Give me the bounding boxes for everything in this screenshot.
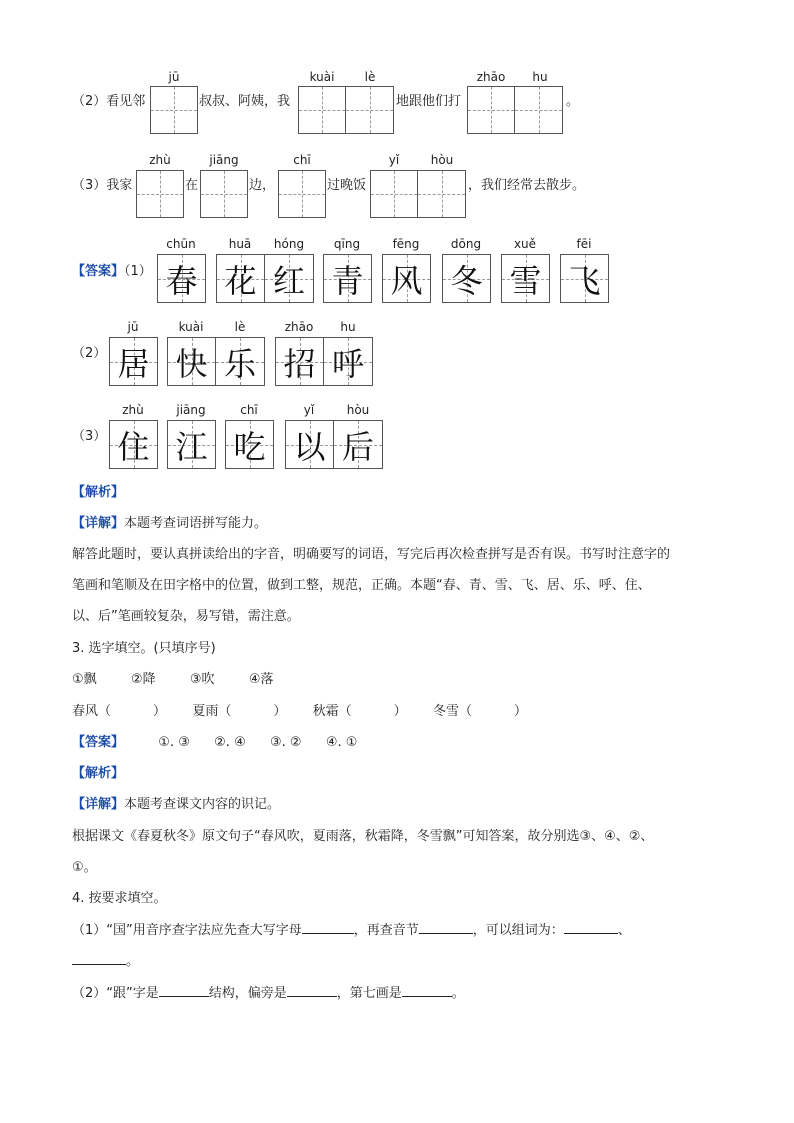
pinyin: yǐ — [303, 403, 315, 417]
grid-cell — [109, 420, 158, 469]
fill-blank[interactable] — [159, 984, 209, 997]
pinyin: hu — [340, 320, 356, 334]
answer-grid — [167, 420, 216, 469]
answer-char: 风 — [390, 261, 423, 300]
answer-char: 招 — [283, 344, 316, 383]
pinyin: lè — [234, 320, 246, 334]
grid-cell — [323, 254, 372, 303]
q2-3-text-3: 过晚饭 — [327, 178, 367, 193]
tianzi-grid[interactable] — [467, 86, 563, 134]
analysis-paragraph: 解答此题时，要认真拼读给出的字音，明确要写的词语，写完后再次检查拼写是否有误。书写时注意字的 — [72, 547, 671, 562]
fill-blank[interactable] — [287, 984, 337, 997]
grid-cell — [167, 420, 216, 469]
grid-cell — [216, 337, 265, 386]
q4-title: 4. 按要求填空。 — [72, 891, 167, 906]
pinyin: zhāo — [284, 320, 314, 334]
tianzi-grid[interactable] — [136, 170, 184, 218]
answer-char: 春 — [165, 261, 198, 300]
answer-part3: （3） — [72, 429, 107, 444]
q2-3-text-1: 在 — [185, 178, 199, 193]
analysis-paragraph: ①。 — [72, 860, 97, 875]
grid-cell — [560, 254, 609, 303]
grid-cell[interactable] — [200, 170, 248, 218]
answer-char: 住 — [117, 427, 150, 466]
grid-cell[interactable] — [298, 86, 346, 134]
grid-cell[interactable] — [370, 170, 418, 218]
pinyin: jiāng — [209, 153, 239, 167]
answer-grid — [501, 254, 550, 303]
grid-cell — [265, 254, 314, 303]
grid-cell[interactable] — [346, 86, 394, 134]
pinyin: hòu — [430, 153, 454, 167]
tianzi-grid[interactable] — [278, 170, 326, 218]
q3-answer — [72, 733, 357, 753]
answer-value: ③. ② — [270, 735, 302, 750]
pinyin: huā — [228, 237, 252, 251]
answer-char: 飞 — [568, 261, 601, 300]
q4-line1: （1）“国”用音序查字法应先查大写字母 ，再查音节 ，可以组词为： 、 — [72, 923, 631, 938]
pinyin: hóng — [273, 237, 305, 251]
answer-grid — [323, 254, 372, 303]
option: ①飘 — [72, 672, 97, 687]
option: ④落 — [248, 672, 274, 687]
answer-char: 吃 — [233, 427, 266, 466]
grid-cell — [167, 337, 216, 386]
tianzi-grid[interactable] — [298, 86, 394, 134]
q4-line2: 。 — [72, 952, 139, 972]
q2-2-text-2: 地跟他们打 — [396, 94, 462, 109]
answer-grid — [167, 337, 265, 386]
pinyin: hu — [532, 70, 548, 84]
answer-char: 以 — [293, 427, 326, 466]
fill-blank[interactable] — [419, 921, 473, 934]
grid-cell[interactable] — [278, 170, 326, 218]
pinyin: chūn — [166, 237, 196, 251]
pinyin: jū — [127, 320, 139, 334]
grid-cell[interactable] — [418, 170, 466, 218]
blank-item: 夏雨（ — [192, 704, 232, 719]
answer-char: 花 — [224, 261, 257, 300]
answer-grid — [382, 254, 431, 303]
grid-cell — [334, 420, 383, 469]
pinyin: fēi — [576, 237, 592, 251]
pinyin: xuě — [513, 237, 537, 251]
grid-cell — [275, 337, 324, 386]
tianzi-grid[interactable] — [200, 170, 248, 218]
q3-options — [72, 670, 273, 690]
answer-label: 【答案】（1） — [72, 264, 152, 279]
grid-cell[interactable] — [515, 86, 563, 134]
answer-char: 红 — [272, 261, 305, 300]
grid-cell[interactable] — [136, 170, 184, 218]
fill-blank[interactable] — [564, 921, 618, 934]
answer-grid — [285, 420, 383, 469]
grid-cell — [324, 337, 373, 386]
answer-char: 后 — [341, 427, 374, 466]
grid-cell[interactable] — [467, 86, 515, 134]
grid-cell — [109, 337, 158, 386]
pinyin: kuài — [309, 70, 335, 84]
q3-title: 3. 选字填空。(只填序号) — [72, 641, 216, 656]
answer-grid — [225, 420, 274, 469]
grid-cell — [501, 254, 550, 303]
answer-char: 江 — [175, 427, 208, 466]
answer-char: 居 — [117, 344, 150, 383]
answer-char: 青 — [331, 261, 364, 300]
pinyin: zhāo — [476, 70, 506, 84]
grid-cell — [157, 254, 206, 303]
grid-cell[interactable] — [150, 86, 198, 134]
option: ②降 — [130, 672, 156, 687]
answer-char: 呼 — [331, 344, 364, 383]
fill-blank[interactable] — [72, 952, 126, 965]
grid-cell — [225, 420, 274, 469]
answer-grid — [109, 337, 158, 386]
answer-value: ①. ③ — [158, 735, 190, 750]
detail-line: 【详解】本题考查词语拼写能力。 — [72, 516, 268, 531]
analysis-paragraph: 根据课文《春夏秋冬》原文句子“春风吹，夏雨落，秋霜降，冬雪飘”可知答案，故分别选③、④、②、 — [72, 829, 654, 844]
option: ③吹 — [189, 672, 215, 687]
answer-grid — [275, 337, 373, 386]
answer-grid — [216, 254, 314, 303]
pinyin: zhù — [122, 403, 144, 417]
analysis-paragraph: 以、后”笔画较复杂，易写错，需注意。 — [72, 609, 300, 624]
tianzi-grid[interactable] — [370, 170, 466, 218]
pinyin: qīng — [333, 237, 361, 251]
pinyin: lè — [364, 70, 376, 84]
analysis-paragraph: 笔画和笔顺及在田字格中的位置，做到工整，规范，正确。本题“春、青、雪、飞、居、乐、呼、住、 — [72, 578, 651, 593]
grid-cell — [442, 254, 491, 303]
answer-grid — [560, 254, 609, 303]
q2-2-text-1: 叔叔、阿姨，我 — [199, 94, 291, 109]
pinyin: zhù — [149, 153, 171, 167]
pinyin: kuài — [178, 320, 204, 334]
answer-value: ④. ① — [325, 735, 358, 750]
q3-blanks: 春风（ ） 夏雨（ ） 秋霜（ ） 冬雪（ ） — [72, 704, 527, 719]
fill-blank[interactable] — [302, 921, 354, 934]
answer-grid — [157, 254, 206, 303]
answer-char: 乐 — [223, 344, 256, 383]
pinyin: fēng — [392, 237, 420, 251]
answer-label: 【答案】 — [72, 735, 125, 750]
pinyin: jū — [168, 70, 180, 84]
q2-2-text-3: 。 — [566, 94, 580, 109]
grid-cell — [285, 420, 334, 469]
analysis-label: 【解析】 — [72, 766, 125, 781]
q2-3-text-4: ，我们经常去散步。 — [468, 178, 586, 193]
pinyin: hòu — [346, 403, 370, 417]
answer-grid — [109, 420, 158, 469]
detail-line: 【详解】本题考查课文内容的识记。 — [72, 797, 281, 812]
answer-grid — [442, 254, 491, 303]
answer-char: 快 — [175, 344, 208, 383]
q2-3-prefix: （3）我家 — [72, 178, 133, 193]
answer-char: 雪 — [509, 261, 542, 300]
grid-cell — [382, 254, 431, 303]
pinyin: yǐ — [388, 153, 400, 167]
blank-item: 春风（ — [72, 704, 112, 719]
pinyin: dōng — [450, 237, 482, 251]
answer-value: ②. ④ — [214, 735, 246, 750]
q4-line3: （2）“跟”字是 结构，偏旁是 ，第七画是 。 — [72, 986, 465, 1001]
q2-3-text-2: 边， — [249, 178, 276, 193]
q2-2-prefix: （2）看见邻 — [72, 94, 146, 109]
blank-item: 冬雪（ — [432, 704, 472, 719]
pinyin: jiāng — [176, 403, 206, 417]
pinyin: chī — [293, 153, 311, 167]
fill-blank[interactable] — [402, 984, 452, 997]
grid-cell — [216, 254, 265, 303]
blank-item: 秋霜（ — [312, 704, 352, 719]
analysis-label: 【解析】 — [72, 485, 125, 500]
pinyin: chī — [240, 403, 258, 417]
answer-part2: （2） — [72, 346, 107, 361]
tianzi-grid[interactable] — [150, 86, 198, 134]
answer-char: 冬 — [450, 261, 483, 300]
